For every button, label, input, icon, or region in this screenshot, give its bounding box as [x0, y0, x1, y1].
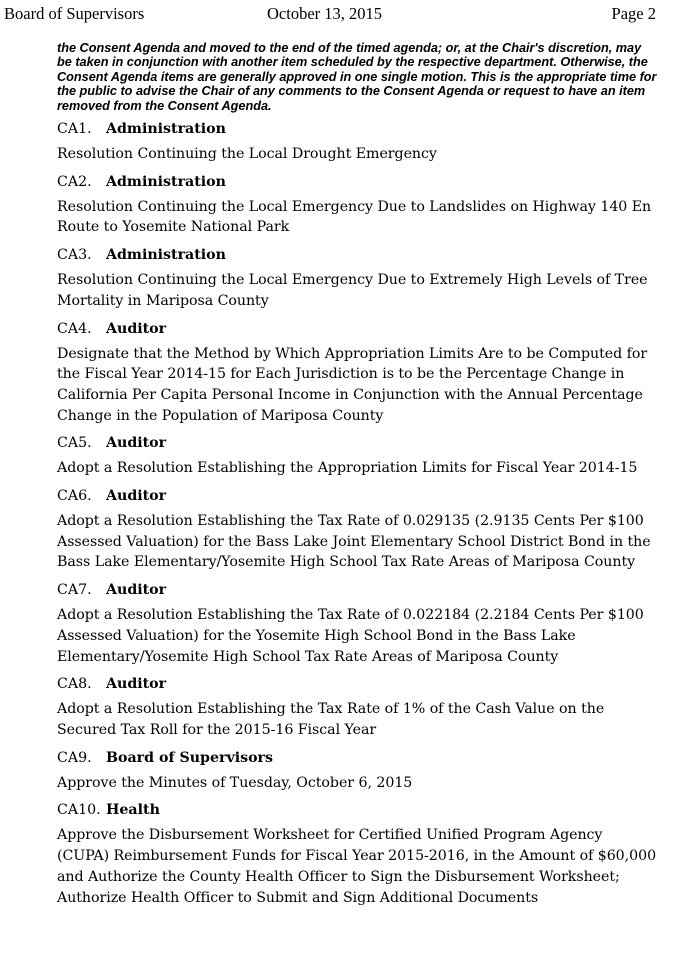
agenda-item-heading	[57, 433, 657, 453]
agenda-item-heading	[57, 486, 657, 506]
consent-agenda-content	[57, 41, 657, 915]
agenda-item-ca3	[57, 245, 657, 311]
agenda-item-heading	[57, 580, 657, 600]
agenda-item-number: CA1.	[57, 121, 92, 138]
agenda-item-description: Adopt a Resolution Establishing the Tax Rate of 0.022184 (2.2184 Cents Per $100 Assessed Valuation) for the Yosemite High School Bond in the Bass Lake Elementary/Yosemite High School Tax Rate Areas of Mariposa County	[57, 607, 644, 665]
agenda-item-description: Resolution Continuing the Local Emergency Due to Landslides on Highway 140 En Route to Yosemite National Park	[57, 198, 652, 236]
agenda-item-description: Designate that the Method by Which Appropriation Limits Are to be Computed for the Fiscal Year 2014-15 for Each Jurisdiction is to be the Percentage Change in California Per Capita Personal Income in Conjunction with the Annual Percentage Change in the Population of Mariposa County	[57, 345, 648, 424]
agenda-item-heading	[57, 748, 657, 768]
agenda-item-department: Auditor	[106, 320, 167, 337]
page-header	[0, 4, 680, 26]
agenda-item-number: CA10.	[57, 802, 101, 819]
header-board-name: Board of Supervisors	[4, 4, 145, 23]
agenda-item-heading	[57, 245, 657, 265]
agenda-item-ca1	[57, 119, 657, 165]
agenda-item-description: Adopt a Resolution Establishing the Appropriation Limits for Fiscal Year 2014-15	[57, 460, 638, 477]
agenda-item-ca7	[57, 580, 657, 667]
agenda-item-department: Administration	[106, 247, 226, 264]
agenda-item-department: Auditor	[106, 488, 167, 505]
agenda-item-number: CA4.	[57, 320, 92, 337]
agenda-item-number: CA6.	[57, 488, 92, 505]
consent-agenda-intro: the Consent Agenda and moved to the end of the timed agenda; or, at the Chair's discretion, may be taken in conjunction with another item scheduled by the respective department. Otherwise, the Consent Agenda items are generally approved in one single motion. This is the appropriate time for the public to advise the Chair of any comments to the Consent Agenda or request to have an item removed from the Consent Agenda.	[57, 41, 657, 113]
agenda-item-description: Adopt a Resolution Establishing the Tax Rate of 0.029135 (2.9135 Cents Per $100 Assessed Valuation) for the Bass Lake Joint Elementary School District Bond in the Bass Lake Elementary/Yosemite High School Tax Rate Areas of Mariposa County	[57, 513, 651, 571]
agenda-item-heading	[57, 319, 657, 339]
agenda-item-department: Health	[106, 802, 160, 819]
agenda-item-heading	[57, 800, 657, 820]
agenda-item-number: CA3.	[57, 247, 92, 264]
agenda-item-number: CA8.	[57, 676, 92, 693]
agenda-item-ca5	[57, 433, 657, 479]
agenda-item-description: Resolution Continuing the Local Emergency Due to Extremely High Levels of Tree Mortality in Mariposa County	[57, 272, 648, 309]
agenda-item-department: Auditor	[106, 435, 167, 452]
header-page-number: Page 2	[611, 4, 656, 23]
agenda-item-ca6	[57, 486, 657, 573]
agenda-item-ca2	[57, 172, 657, 238]
agenda-item-description: Approve the Minutes of Tuesday, October 6, 2015	[57, 774, 413, 791]
agenda-item-number: CA7.	[57, 582, 92, 599]
agenda-item-description: Adopt a Resolution Establishing the Tax Rate of 1% of the Cash Value on the Secured Tax Roll for the 2015-16 Fiscal Year	[57, 701, 605, 738]
agenda-item-department: Auditor	[106, 582, 167, 599]
agenda-item-description: Approve the Disbursement Worksheet for Certified Unified Program Agency (CUPA) Reimbursement Funds for Fiscal Year 2015-2016, in the Amount of $60,000 and Authorize the County Health Officer to Sign the Disbursement Worksheet; Authorize Health Officer to Submit and Sign Additional Documents	[57, 827, 657, 906]
agenda-item-ca10	[57, 800, 657, 908]
agenda-item-department: Administration	[106, 173, 226, 190]
agenda-item-ca9	[57, 748, 657, 794]
agenda-item-description: Resolution Continuing the Local Drought Emergency	[57, 146, 437, 163]
header-date: October 13, 2015	[267, 4, 383, 23]
agenda-item-number: CA5.	[57, 435, 92, 452]
agenda-item-department: Auditor	[106, 676, 167, 693]
agenda-item-heading	[57, 674, 657, 694]
agenda-item-department: Board of Supervisors	[106, 749, 274, 766]
agenda-item-number: CA2.	[57, 173, 92, 190]
agenda-item-ca8	[57, 674, 657, 740]
agenda-item-number: CA9.	[57, 749, 92, 766]
agenda-item-department: Administration	[106, 121, 226, 138]
agenda-item-heading	[57, 119, 657, 139]
agenda-item-ca4	[57, 319, 657, 427]
agenda-item-heading	[57, 172, 657, 192]
